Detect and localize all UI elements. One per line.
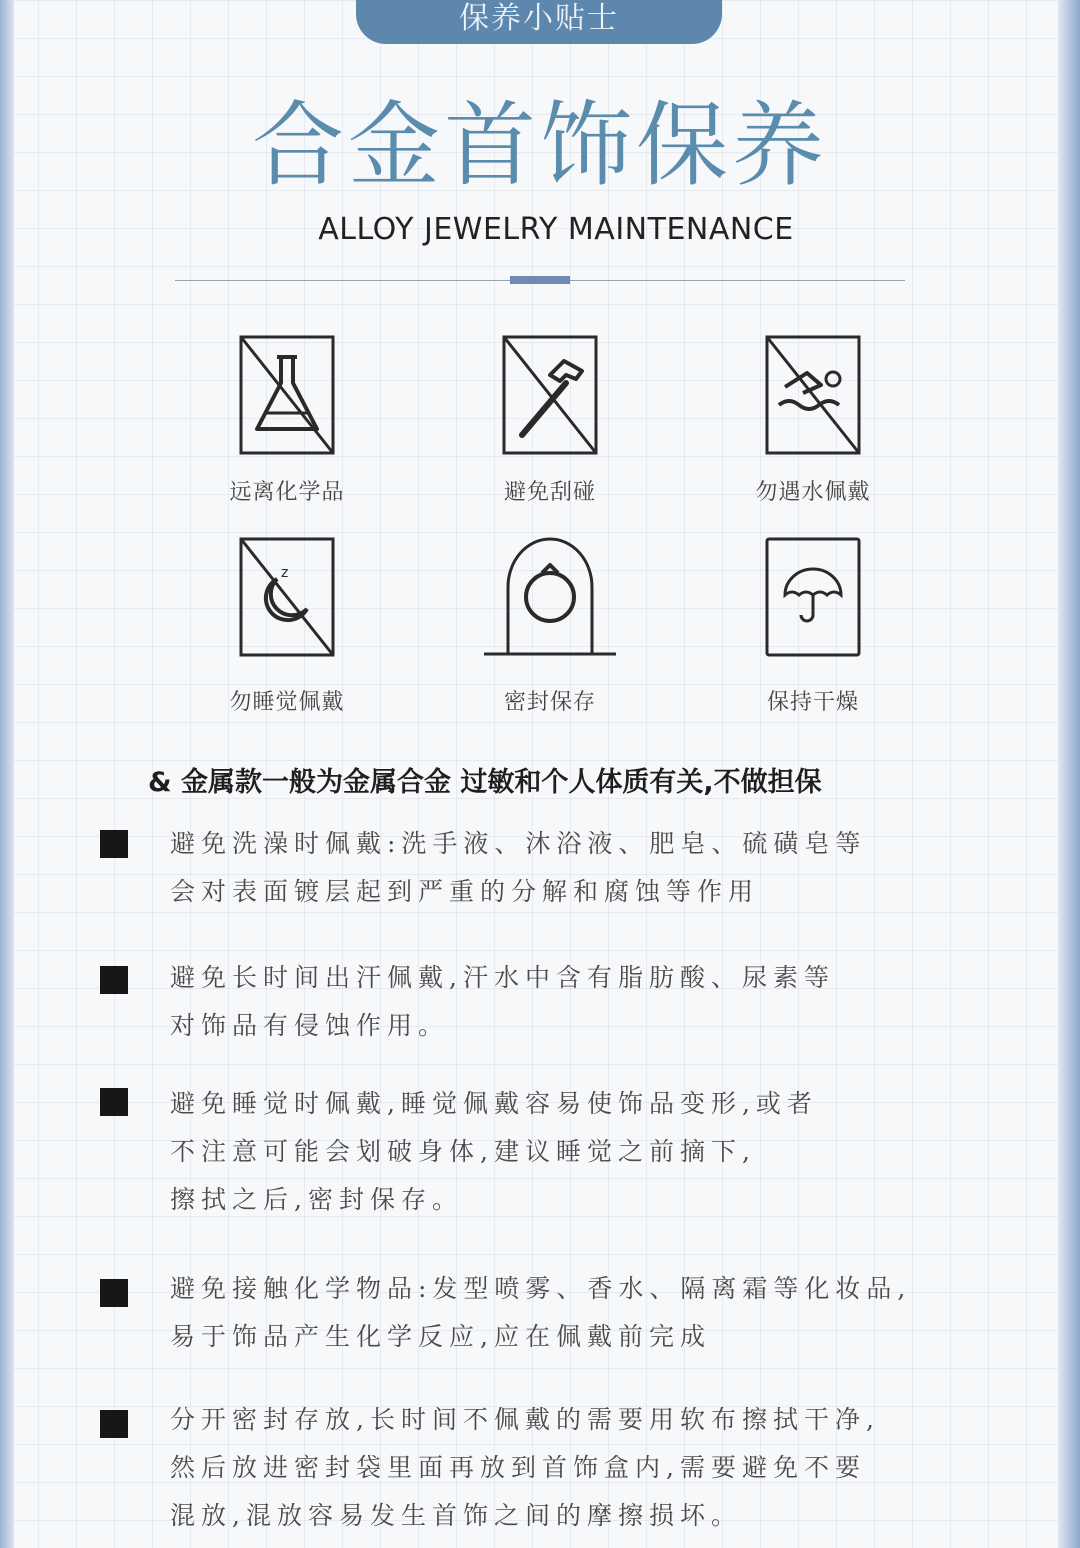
svg-text:z: z xyxy=(281,565,289,581)
care-item-line: 分开密封存放,长时间不佩戴的需要用软布擦拭干净, xyxy=(170,1405,880,1434)
icon-card-chemicals xyxy=(167,335,407,515)
ring-box-icon xyxy=(484,537,616,659)
no-swimming-icon xyxy=(763,335,863,457)
care-item-line: 易于饰品产生化学反应,应在佩戴前完成 xyxy=(170,1322,711,1351)
icon-card-hammer xyxy=(430,335,670,515)
no-hammer-icon xyxy=(500,335,600,457)
icon-label-water: 勿遇水佩戴 xyxy=(755,480,871,505)
icon-card-dry xyxy=(693,537,933,717)
no-sleeping-icon xyxy=(237,537,337,659)
icon-label-chemicals: 远离化学品 xyxy=(229,480,345,505)
icon-card-sleep xyxy=(167,537,407,717)
care-item xyxy=(170,820,930,916)
icon-label-hammer: 避免刮碰 xyxy=(503,480,596,505)
allergy-notice: & 金属款一般为金属合金 过敏和个人体质有关,不做担保 xyxy=(148,767,822,798)
icon-card-sealed xyxy=(430,537,670,717)
bullet-square xyxy=(100,830,128,858)
care-item-line: 对饰品有侵蚀作用。 xyxy=(170,1011,450,1040)
care-item-line: 擦拭之后,密封保存。 xyxy=(170,1185,463,1214)
page-title: 合金首饰保养 xyxy=(251,92,828,199)
divider-accent xyxy=(510,276,570,284)
care-item-line: 避免睡觉时佩戴,睡觉佩戴容易使饰品变形,或者 xyxy=(170,1089,818,1118)
icon-card-water xyxy=(693,335,933,515)
icon-label-sealed: 密封保存 xyxy=(503,690,596,715)
care-item-line: 避免洗澡时佩戴:洗手液、沐浴液、肥皂、硫磺皂等 xyxy=(170,829,867,858)
no-chemicals-icon xyxy=(237,335,337,457)
icon-label-dry: 保持干燥 xyxy=(766,690,859,715)
care-item-line: 会对表面镀层起到严重的分解和腐蚀等作用 xyxy=(170,877,760,906)
care-item-line: 然后放进密封袋里面再放到首饰盒内,需要避免不要 xyxy=(170,1453,866,1482)
icon-label-sleep: 勿睡觉佩戴 xyxy=(229,690,345,715)
care-item xyxy=(170,954,930,1050)
bullet-square xyxy=(100,1088,128,1116)
care-item-line: 混放,混放容易发生首饰之间的摩擦损坏。 xyxy=(170,1501,742,1530)
care-item-line: 不注意可能会划破身体,建议睡觉之前摘下, xyxy=(170,1137,756,1166)
bullet-square xyxy=(100,1410,128,1438)
care-item xyxy=(170,1396,930,1540)
care-item xyxy=(170,1080,930,1224)
umbrella-icon xyxy=(763,537,863,659)
care-item-line: 避免长时间出汗佩戴,汗水中含有脂肪酸、尿素等 xyxy=(170,963,835,992)
page-subtitle: ALLOY JEWELRY MAINTENANCE xyxy=(318,212,794,247)
bullet-square xyxy=(100,1279,128,1307)
care-item-line: 避免接触化学物品:发型喷雾、香水、隔离霜等化妆品, xyxy=(170,1274,912,1303)
tips-badge: 保养小贴士 xyxy=(356,0,722,44)
care-item xyxy=(170,1265,930,1361)
bullet-square xyxy=(100,966,128,994)
